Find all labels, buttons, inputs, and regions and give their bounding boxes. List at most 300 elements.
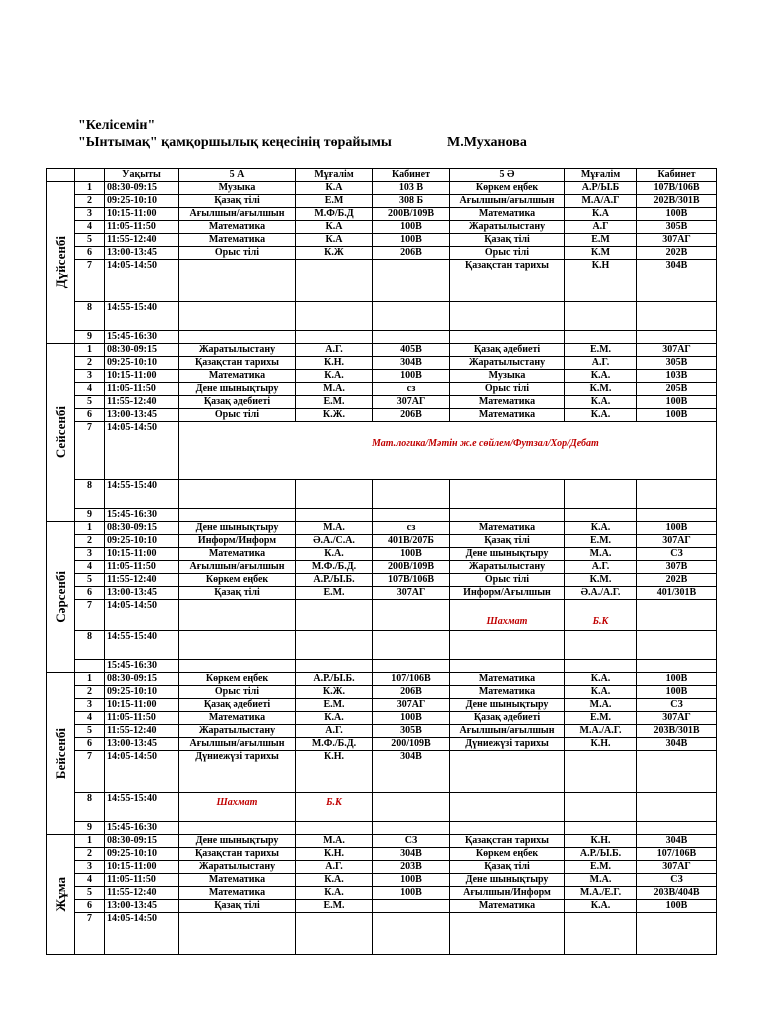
table-row [47, 900, 717, 913]
table-row [47, 874, 717, 887]
teacher-5b: А.Р./Ы.Б. [565, 848, 637, 861]
table-row [47, 331, 717, 344]
room-5b: 203В/301В [637, 725, 717, 738]
room-5a: 308 Б [373, 195, 450, 208]
teacher-5a: Е.М. [296, 699, 373, 712]
subject-5b: Ағылшын/ағылшын [450, 195, 565, 208]
subject-5a: Информ/Информ [179, 535, 296, 548]
subject-5b: Қазақстан тарихы [450, 260, 565, 302]
lesson-time: 08:30-09:15 [105, 182, 179, 195]
teacher-5a: К.А. [296, 887, 373, 900]
lesson-number: 9 [75, 509, 105, 522]
day-name: Дүйсенбі [52, 236, 68, 289]
room-5b [637, 480, 717, 509]
room-5a: 206В [373, 409, 450, 422]
teacher-5b: А.Г [565, 221, 637, 234]
table-row [47, 587, 717, 600]
column-header-room-5a: Кабинет [373, 169, 450, 182]
table-row [47, 631, 717, 660]
subject-5b: Математика [450, 208, 565, 221]
teacher-5b [565, 509, 637, 522]
subject-5a: Математика [179, 887, 296, 900]
schedule-table [46, 168, 717, 955]
room-5b [637, 793, 717, 822]
subject-5b [450, 509, 565, 522]
room-5a: 307АГ [373, 587, 450, 600]
teacher-5a: К.А. [296, 712, 373, 725]
teacher-5b: М.А./Е.Г. [565, 887, 637, 900]
subject-5b [450, 793, 565, 822]
subject-5b: Дүниежүзі тарихы [450, 738, 565, 751]
table-row [47, 383, 717, 396]
room-5a: 100В [373, 370, 450, 383]
table-row [47, 561, 717, 574]
lesson-time: 14:55-15:40 [105, 480, 179, 509]
lesson-number: 1 [75, 182, 105, 195]
room-5a: 200В/109В [373, 561, 450, 574]
subject-5b: Математика [450, 522, 565, 535]
subject-5b [450, 660, 565, 673]
teacher-5b: К.А. [565, 673, 637, 686]
subject-5a: Қазақ тілі [179, 195, 296, 208]
subject-5a: Ағылшын/ағылшын [179, 208, 296, 221]
lesson-number: 9 [75, 331, 105, 344]
room-5b: СЗ [637, 874, 717, 887]
teacher-5b: А.Г. [565, 561, 637, 574]
lesson-number: 7 [75, 260, 105, 302]
teacher-5b: К.А. [565, 370, 637, 383]
lesson-number: 4 [75, 874, 105, 887]
teacher-5a: А.Р./Ы.Б. [296, 673, 373, 686]
room-5a: 100В [373, 887, 450, 900]
lesson-number: 3 [75, 208, 105, 221]
room-5a: 307АГ [373, 396, 450, 409]
subject-5b: Математика [450, 409, 565, 422]
teacher-5a: К.А [296, 182, 373, 195]
teacher-5a: К.А [296, 221, 373, 234]
subject-5a: Жаратылыстану [179, 344, 296, 357]
lesson-time: 11:55-12:40 [105, 234, 179, 247]
day-label [47, 673, 75, 835]
teacher-5a: К.Ж. [296, 686, 373, 699]
day-name: Бейсенбі [52, 727, 68, 780]
room-5b: 305В [637, 221, 717, 234]
room-5b: СЗ [637, 699, 717, 712]
lesson-time: 11:55-12:40 [105, 725, 179, 738]
lesson-time: 14:05-14:50 [105, 260, 179, 302]
chess-text: Шахмат [486, 616, 528, 627]
lesson-number: 4 [75, 383, 105, 396]
teacher-5a [296, 822, 373, 835]
teacher-5b [565, 751, 637, 793]
lesson-time: 11:55-12:40 [105, 574, 179, 587]
teacher-5a: М.Ф./Б.Д. [296, 738, 373, 751]
lesson-time: 14:05-14:50 [105, 422, 179, 480]
lesson-number: 6 [75, 247, 105, 260]
room-5b: 304В [637, 835, 717, 848]
lesson-time: 14:55-15:40 [105, 793, 179, 822]
teacher-5b [565, 913, 637, 955]
teacher-5a [296, 509, 373, 522]
room-5a [373, 822, 450, 835]
subject-5b: Қазақ әдебиеті [450, 344, 565, 357]
lesson-time: 15:45-16:30 [105, 331, 179, 344]
lesson-time: 09:25-10:10 [105, 195, 179, 208]
subject-5b [450, 302, 565, 331]
lesson-time: 10:15-11:00 [105, 861, 179, 874]
subject-5b: Орыс тілі [450, 574, 565, 587]
subject-5a: Ағылшын/ағылшын [179, 738, 296, 751]
lesson-time: 09:25-10:10 [105, 535, 179, 548]
subject-5a: Көркем еңбек [179, 673, 296, 686]
room-5b [637, 913, 717, 955]
teacher-5b [565, 331, 637, 344]
extracurricular-text: Мат.логика/Мәтін ж.е сөйлем/Футзал/Хор/Дебат [372, 438, 599, 449]
lesson-time: 10:15-11:00 [105, 208, 179, 221]
subject-5a [179, 913, 296, 955]
subject-5b [450, 751, 565, 793]
lesson-number: 7 [75, 913, 105, 955]
teacher-5b: Е.М. [565, 712, 637, 725]
subject-5a [179, 660, 296, 673]
teacher-5b: К.Н. [565, 738, 637, 751]
room-5a: 206В [373, 686, 450, 699]
column-header-time: Уақыты [105, 169, 179, 182]
lesson-time: 10:15-11:00 [105, 548, 179, 561]
subject-5b: Дене шынықтыру [450, 699, 565, 712]
table-row [47, 422, 717, 480]
subject-5a: Ағылшын/ағылшын [179, 561, 296, 574]
subject-5a [179, 793, 296, 822]
teacher-5a: М.Ф./Б.Д. [296, 561, 373, 574]
teacher-5b: К.А. [565, 522, 637, 535]
room-5a: 100В [373, 221, 450, 234]
room-5a: сз [373, 522, 450, 535]
room-5a [373, 260, 450, 302]
column-header-room-5b: Кабинет [637, 169, 717, 182]
teacher-5a: К.А. [296, 370, 373, 383]
subject-5a: Қазақ тілі [179, 587, 296, 600]
room-5a [373, 660, 450, 673]
teacher-5a: А.Г. [296, 344, 373, 357]
lesson-number: 8 [75, 302, 105, 331]
chess-text: Шахмат [216, 797, 258, 808]
subject-5b: Дене шынықтыру [450, 874, 565, 887]
room-5b [637, 331, 717, 344]
subject-5b [450, 913, 565, 955]
table-row [47, 751, 717, 793]
teacher-5a: К.Ж [296, 247, 373, 260]
subject-5b: Қазақ тілі [450, 234, 565, 247]
teacher-5b: Ә.А./А.Г. [565, 587, 637, 600]
room-5b [637, 631, 717, 660]
lesson-time: 14:05-14:50 [105, 751, 179, 793]
lesson-time: 09:25-10:10 [105, 357, 179, 370]
lesson-number: 7 [75, 600, 105, 631]
room-5b: 107В/106В [637, 182, 717, 195]
room-5b [637, 822, 717, 835]
teacher-5b: М.А. [565, 548, 637, 561]
room-5b [637, 660, 717, 673]
subject-5a: Қазақ әдебиеті [179, 396, 296, 409]
room-5b: 304В [637, 260, 717, 302]
subject-5b: Ағылшын/ағылшын [450, 725, 565, 738]
table-row [47, 673, 717, 686]
subject-5b [450, 822, 565, 835]
subject-5a: Дене шынықтыру [179, 835, 296, 848]
room-5b: 202В [637, 574, 717, 587]
room-5a: 103 В [373, 182, 450, 195]
lesson-number: 8 [75, 631, 105, 660]
subject-5a [179, 509, 296, 522]
room-5a [373, 913, 450, 955]
subject-5b: Информ/Ағылшын [450, 587, 565, 600]
teacher-5a [296, 793, 373, 822]
room-5b: 203В/404В [637, 887, 717, 900]
table-row [47, 357, 717, 370]
lesson-number: 5 [75, 574, 105, 587]
subject-5a: Орыс тілі [179, 409, 296, 422]
teacher-5b: М.А. [565, 699, 637, 712]
lesson-number: 8 [75, 480, 105, 509]
subject-5a [179, 600, 296, 631]
table-row [47, 370, 717, 383]
table-row [47, 686, 717, 699]
subject-5a: Көркем еңбек [179, 574, 296, 587]
subject-5b: Қазақ тілі [450, 861, 565, 874]
teacher-5a: Е.М. [296, 900, 373, 913]
lesson-time: 11:05-11:50 [105, 712, 179, 725]
subject-5a: Математика [179, 712, 296, 725]
lesson-time: 14:55-15:40 [105, 302, 179, 331]
table-header-row [47, 169, 717, 182]
subject-5b: Математика [450, 686, 565, 699]
subject-5b [450, 600, 565, 631]
room-5a: 100В [373, 874, 450, 887]
teacher-5a: А.Р./Ы.Б. [296, 574, 373, 587]
lesson-time: 13:00-13:45 [105, 900, 179, 913]
room-5b: 307АГ [637, 861, 717, 874]
lesson-number: 9 [75, 822, 105, 835]
lesson-number: 6 [75, 738, 105, 751]
subject-5b: Орыс тілі [450, 383, 565, 396]
teacher-5b: К.А [565, 208, 637, 221]
table-row [47, 302, 717, 331]
subject-5a: Математика [179, 221, 296, 234]
room-5b: 307АГ [637, 234, 717, 247]
council-chair-title: "Ынтымақ" қамқоршылық кеңесінің төрайымы [78, 135, 392, 150]
subject-5a: Орыс тілі [179, 247, 296, 260]
teacher-5a [296, 600, 373, 631]
lesson-number: 1 [75, 835, 105, 848]
subject-5a: Орыс тілі [179, 686, 296, 699]
subject-5a: Жаратылыстану [179, 725, 296, 738]
subject-5b [450, 331, 565, 344]
teacher-5a: К.А. [296, 874, 373, 887]
table-row [47, 221, 717, 234]
day-label [47, 344, 75, 522]
room-5a [373, 631, 450, 660]
table-row [47, 660, 717, 673]
table-row [47, 480, 717, 509]
room-5b: 100В [637, 673, 717, 686]
table-row [47, 725, 717, 738]
signer-name: М.Муханова [447, 135, 527, 150]
lesson-time: 11:05-11:50 [105, 561, 179, 574]
lesson-number: 7 [75, 751, 105, 793]
lesson-number: 5 [75, 725, 105, 738]
teacher-5a [296, 660, 373, 673]
room-5b [637, 509, 717, 522]
subject-5a [179, 480, 296, 509]
subject-5a: Дене шынықтыру [179, 383, 296, 396]
room-5a: 100В [373, 234, 450, 247]
room-5b [637, 600, 717, 631]
room-5a: 206В [373, 247, 450, 260]
teacher-5b [565, 600, 637, 631]
subject-5a [179, 302, 296, 331]
table-row [47, 835, 717, 848]
column-header-teacher-5b: Мұғалім [565, 169, 637, 182]
lesson-number: 6 [75, 900, 105, 913]
teacher-5b: А.Г. [565, 357, 637, 370]
lesson-number: 1 [75, 522, 105, 535]
subject-5b: Қазақ әдебиеті [450, 712, 565, 725]
lesson-time: 14:05-14:50 [105, 600, 179, 631]
lesson-time: 13:00-13:45 [105, 247, 179, 260]
lesson-time: 11:05-11:50 [105, 221, 179, 234]
room-5a: 107/106В [373, 673, 450, 686]
teacher-5b: М.А./А.Г. [565, 725, 637, 738]
day-name: Сәрсенбі [52, 571, 68, 623]
teacher-5a [296, 331, 373, 344]
subject-5b: Көркем еңбек [450, 182, 565, 195]
subject-5a: Дене шынықтыру [179, 522, 296, 535]
room-5a [373, 302, 450, 331]
chess-text: Б.К [592, 616, 609, 627]
subject-5b [450, 480, 565, 509]
room-5b [637, 302, 717, 331]
lesson-number: 2 [75, 686, 105, 699]
teacher-5a [296, 913, 373, 955]
room-5b: 100В [637, 522, 717, 535]
column-header-5a: 5 А [179, 169, 296, 182]
teacher-5a: М.А. [296, 522, 373, 535]
lesson-time: 11:55-12:40 [105, 396, 179, 409]
teacher-5b: К.М. [565, 574, 637, 587]
lesson-time: 14:05-14:50 [105, 913, 179, 955]
subject-5b: Орыс тілі [450, 247, 565, 260]
table-row [47, 409, 717, 422]
room-5a [373, 509, 450, 522]
subject-5b: Қазақ тілі [450, 535, 565, 548]
lesson-number: 2 [75, 535, 105, 548]
room-5a [373, 793, 450, 822]
lesson-number: 3 [75, 699, 105, 712]
room-5b: 100В [637, 686, 717, 699]
room-5b: 307АГ [637, 712, 717, 725]
subject-5a [179, 822, 296, 835]
teacher-5a: М.А. [296, 383, 373, 396]
subject-5a [179, 260, 296, 302]
room-5b: 307АГ [637, 344, 717, 357]
teacher-5a: Е.М. [296, 587, 373, 600]
table-row [47, 247, 717, 260]
teacher-5b [565, 631, 637, 660]
table-row [47, 509, 717, 522]
teacher-5b: К.А. [565, 900, 637, 913]
subject-5a: Музыка [179, 182, 296, 195]
room-5a [373, 600, 450, 631]
teacher-5a: К.А [296, 234, 373, 247]
room-5a: 100В [373, 712, 450, 725]
teacher-5a: К.Н. [296, 751, 373, 793]
lesson-number: 7 [75, 422, 105, 480]
lesson-time: 13:00-13:45 [105, 587, 179, 600]
lesson-number [75, 660, 105, 673]
table-row [47, 548, 717, 561]
table-row [47, 195, 717, 208]
lesson-number: 1 [75, 344, 105, 357]
subject-5a: Қазақстан тарихы [179, 357, 296, 370]
subject-5a: Жаратылыстану [179, 861, 296, 874]
subject-5b: Жаратылыстану [450, 221, 565, 234]
teacher-5a: А.Г. [296, 725, 373, 738]
approval-label: "Келісемін" [78, 118, 156, 133]
room-5a: 100В [373, 548, 450, 561]
room-5a: 305В [373, 725, 450, 738]
lesson-time: 13:00-13:45 [105, 409, 179, 422]
teacher-5a: А.Г. [296, 861, 373, 874]
lesson-number: 4 [75, 561, 105, 574]
teacher-5b [565, 793, 637, 822]
lesson-time: 14:55-15:40 [105, 631, 179, 660]
table-row [47, 535, 717, 548]
subject-5a [179, 631, 296, 660]
room-5b: СЗ [637, 548, 717, 561]
table-row [47, 913, 717, 955]
subject-5a [179, 331, 296, 344]
teacher-5a: Ә.А./С.А. [296, 535, 373, 548]
table-row [47, 738, 717, 751]
lesson-number: 3 [75, 548, 105, 561]
room-5a [373, 331, 450, 344]
table-row [47, 793, 717, 822]
teacher-5b: Е.М. [565, 861, 637, 874]
room-5a: СЗ [373, 835, 450, 848]
teacher-5b: Е.М. [565, 535, 637, 548]
subject-5b: Қазақстан тарихы [450, 835, 565, 848]
teacher-5b: М.А/А.Г [565, 195, 637, 208]
room-5b: 307АГ [637, 535, 717, 548]
table-row [47, 861, 717, 874]
teacher-5b: К.А. [565, 686, 637, 699]
lesson-time: 15:45-16:30 [105, 660, 179, 673]
subject-5b: Жаратылыстану [450, 357, 565, 370]
teacher-5b: А.Р/Ы.Б [565, 182, 637, 195]
subject-5b: Жаратылыстану [450, 561, 565, 574]
lesson-time: 09:25-10:10 [105, 848, 179, 861]
room-5b: 305В [637, 357, 717, 370]
lesson-time: 08:30-09:15 [105, 673, 179, 686]
room-5a: 304В [373, 751, 450, 793]
subject-5a: Математика [179, 874, 296, 887]
lesson-number: 1 [75, 673, 105, 686]
subject-5a: Қазақ әдебиеті [179, 699, 296, 712]
teacher-5a [296, 631, 373, 660]
lesson-number: 8 [75, 793, 105, 822]
day-label [47, 835, 75, 955]
